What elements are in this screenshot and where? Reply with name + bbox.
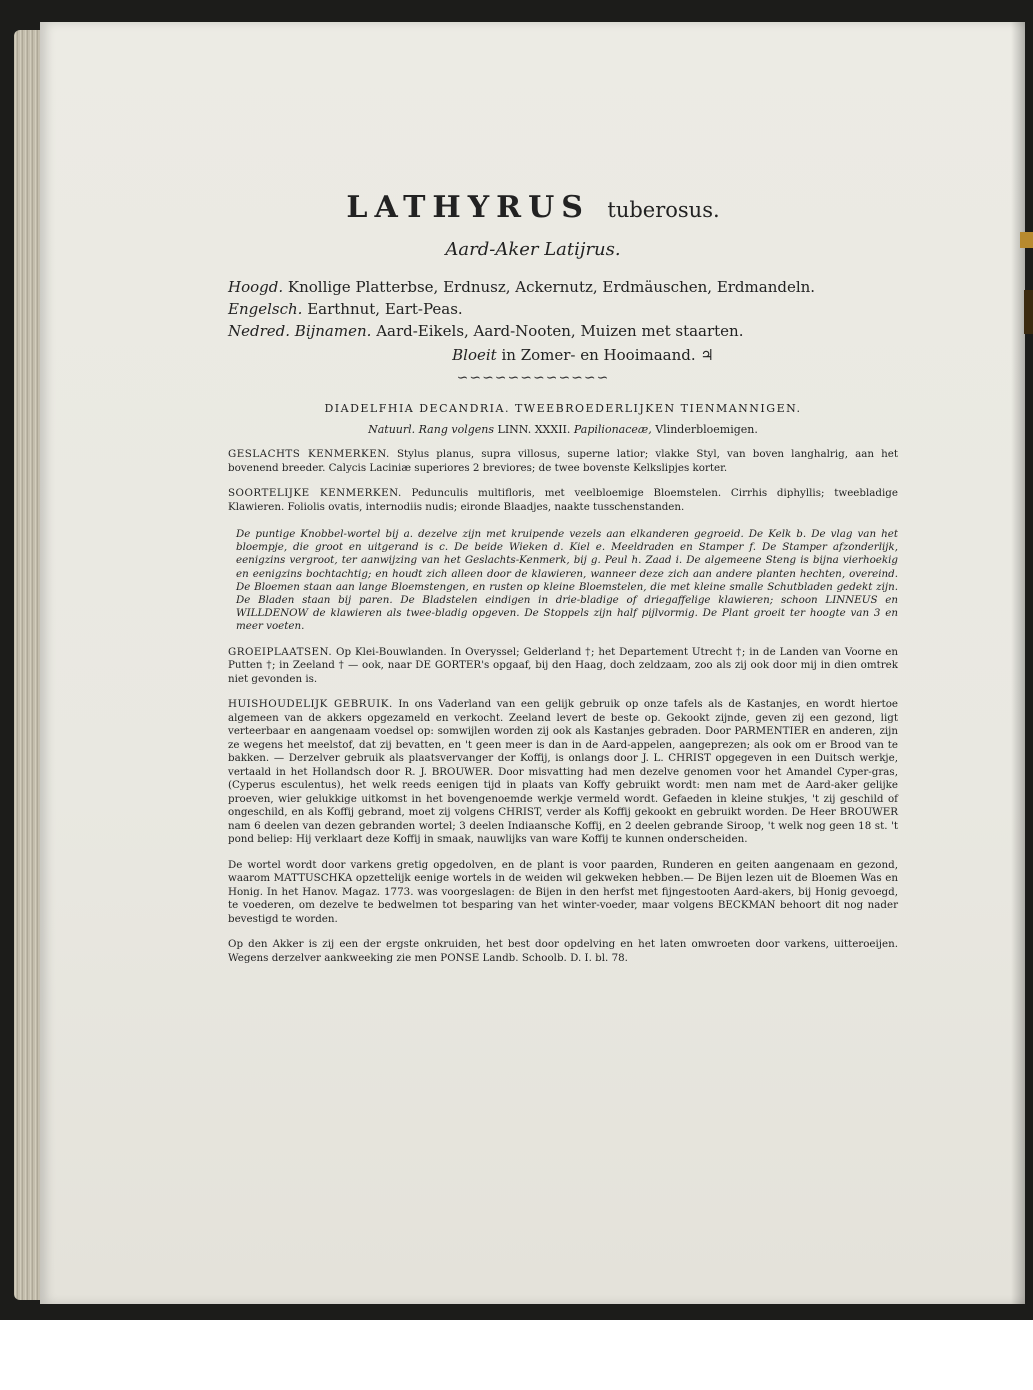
page-gutter-shadow [1011,22,1025,1304]
species-name: tuberosus. [607,198,720,222]
genus-characters: GESLACHTS KENMERKEN. Stylus planus, supra villosus, superne latior; vlakke Styl, van boven langhalrig, aan het bovenend breeder. Calycis Laciniæ superiores 2 breviores; de twee bovenste Kelkslipjes korter. [228,448,898,474]
names-german: Hoogd. Knollige Platterbse, Erdnusz, Ackernutz, Erdmäuschen, Erdmandeln. [228,278,816,296]
page-edge-mark [1024,290,1033,334]
species-characters: SOORTELIJKE KENMERKEN. Pedunculis multifloris, met veelbloemige Bloemstelen. Cirrhis diphyllis; tweebladige Klawieren. Foliolis ovatis, internodiis nudis; eironde Blaadjes, naakte tusschenstanden. [228,487,898,513]
household-use-section: HUISHOUDELIJK GEBRUIK. In ons Vaderland van een gelijk gebruik op onze tafels als de Kastanjes, en wordt hiertoe algemeen van de akkers opgezameld en verkocht. Zeeland levert de beste op. Gekookt zijnde, geven zij een gezond, ligt verteerbaar en aangenaam voedsel op: somwijlen worden zij ook als Kastanjes gebraden. Door PARMENTIER en anderen, zijn ze wegens het meelstof, dat zij bevatten, en 't geen meer is dan in de Aard-appelen, aangeprezen; als ook om er Brood van te bakken. — Derzelver gebruik als plaatsvervanger der Koffij, is onlangs door J. L. CHRIST opgegeven in een Duitsch werkje, vertaald in het Hollandsch door R. J. BROUWER. Door misvatting had men dezelve genomen voor het Amandel Cyper-gras, (Cyperus esculentus), het welk reeds eenigen tijd in plaats van Koffy gebruikt wordt: men nam met de Aard-aker gelijke proeven, wier gelukkige uitkomst in het bovengenoemde werkje vermeld wordt. Gefaeden in kleine stukjes, 't zij geschild of ongeschild, en als Koffij gebrand, moet zij volgens CHRIST, verder als Koffij gekookt en gebruikt worden. De Heer BROUWER nam 6 deelen van dezen gebranden wortel; 3 deelen Indiaansche Koffij, en 2 deelen gebrande Siroop, 't welk nog geen 18 st. 't pond beliep: Hij verklaart deze Koffij in smaak, nauwlijks van ware Koffij te kunnen onderscheiden. [228,698,898,846]
paragraph-animals-bees: De wortel wordt door varkens gretig opgedolven, en de plant is voor paarden, Runderen en geiten aangenaam en gezond, waarom MATTUSCHKA opzettelijk eenige wortels in de weiden wil gekweken hebben.— De Bijen lezen uit de Bloemen Was en Honig. In het Hanov. Magaz. 1773. was voorgeslagen: de Bijen in den herfst met fijngestooten Aard-akers, bij Honig gevoegd, te voederen, om dezelve te bedwelmen tot besparing van het winter-voeder, maar volgens BECKMAN behoort dit nog nader bevestigd te worden. [228,858,898,925]
dutch-name: Aard-Aker Latijrus. [445,239,621,260]
page-content [228,190,898,965]
page-title [168,190,898,225]
names-dutch: Nedred. Bijnamen. Aard-Eikels, Aard-Nooten, Muizen met staarten. [228,322,744,340]
names-english: Engelsch. Earthnut, Eart-Peas. [228,300,463,318]
common-names [228,276,898,342]
genus-name: LATHYRUS [346,190,590,225]
flowering-time: Bloeit in Zomer- en Hooimaand. ♃ [452,346,714,364]
paragraph-weed: Op den Akker is zij een der ergste onkruiden, het best door opdelving en het laten omwroeten door varkens, uitteroeijen. Wegens derzelver aankweeking zie men PONSE Landb. Schoolb. D. I. bl. 78. [228,938,898,964]
plate-description: De puntige Knobbel-wortel bij a. dezelve zijn met kruipende vezels aan elkanderen gegroeid. De Kelk b. De vlag van het bloempje, die groot en uitgerand is c. De beide Wieken d. Kiel e. Meeldraden en Stamper f. De Stamper afzonderlijk, eenigzins vergroot, ter aanwijzing van het Geslachts-Kenmerk, bij g. Peul h. Zaad i. De algemeene Steng is bijna vierhoekig en eenigzins bochtachtig; en houdt zich alleen door de klawieren, wanneer deze zich aan andere planten hechten, overeind. De Bloemen staan aan lange Bloemstengen, en rusten op kleine Bloemstelen, die met kleine smalle Schutbladen gedekt zijn. De Bladen staan bij paren. De Bladstelen eindigen in drie-bladige of driegaffelige klawieren; schoon LINNEUS en WILLDENOW de klawieren als twee-bladig opgeven. De Stoppels zijn half pijlvormig. De Plant groeit ter hoogte van 3 en meer voeten. [236,528,898,633]
decorative-ornament: ∽∽∽∽∽∽∽∽∽∽∽∽ [456,370,610,386]
natural-rank-line: Natuurl. Rang volgens LINN. XXXII. Papilionaceæ, Vlinderbloemigen. [368,423,758,436]
habitat-section: GROEIPLAATSEN. Op Klei-Bouwlanden. In Overyssel; Gelderland †; het Departement Utrecht †; in de Landen van Voorne en Putten †; in Zeeland † — ook, naar DE GORTER's opgaaf, bij den Haag, doch zeldzaam, zoo als zij ook door mij in dien omtrek niet gevonden is. [228,645,898,685]
bookmark-tab [1020,232,1033,248]
classification-line: DIADELFHIA DECANDRIA. TWEEBROEDERLIJKEN TIENMANNIGEN. [324,402,802,415]
